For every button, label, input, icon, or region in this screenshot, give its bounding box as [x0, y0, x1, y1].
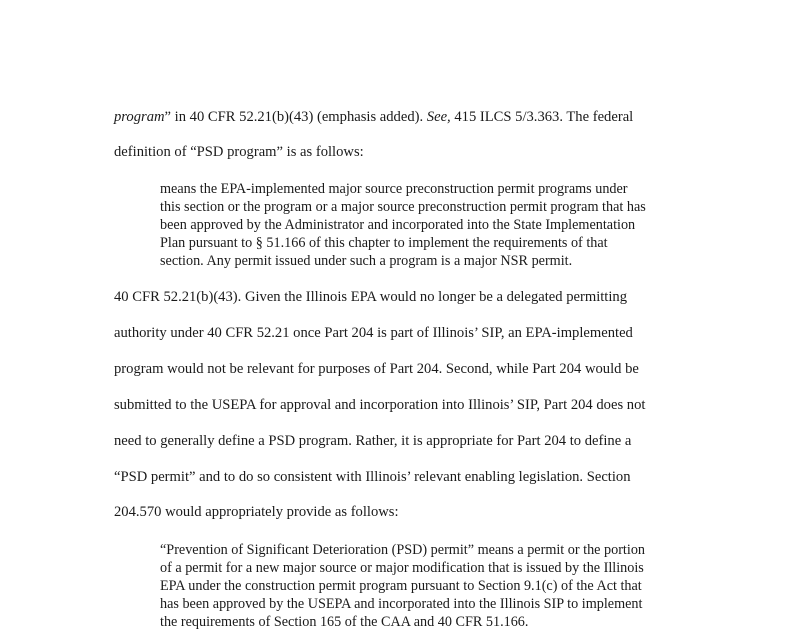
text-line: definition of “PSD program” is as follows:: [114, 144, 364, 160]
text-span-italic: program: [114, 109, 165, 125]
text-line: “PSD permit” and to do so consistent with Illinois’ relevant enabling legislation. Section: [114, 469, 631, 485]
text-line: program would not be relevant for purposes of Part 204. Second, while Part 204 would be: [114, 361, 639, 377]
quote-line: this section or the program or a major source preconstruction permit program that has: [160, 199, 646, 215]
text-span: ” in 40 CFR 52.21(b)(43) (emphasis added).: [164, 109, 427, 125]
text-line: 204.570 would appropriately provide as follows:: [114, 504, 399, 520]
block-quote: [160, 180, 720, 270]
quote-line: of a permit for a new major source or major modification that is issued by the Illinois: [160, 560, 644, 576]
quote-line: the requirements of Section 165 of the CAA and 40 CFR 51.166.: [160, 614, 529, 630]
quote-line: been approved by the Administrator and incorporated into the State Implementation: [160, 217, 636, 233]
text-span: 415 ILCS 5/3.363. The federal: [450, 109, 634, 125]
text-line: authority under 40 CFR 52.21 once Part 204 is part of Illinois’ SIP, an EPA-implemented: [114, 325, 633, 341]
text-span-italic: See,: [426, 109, 451, 125]
quote-line: has been approved by the USEPA and incorporated into the Illinois SIP to implement: [160, 596, 643, 612]
quote-line: section. Any permit issued under such a program is a major NSR permit.: [160, 253, 573, 269]
text-line: submitted to the USEPA for approval and incorporation into Illinois’ SIP, Part 204 does not: [114, 397, 646, 413]
quote-line: EPA under the construction permit program pursuant to Section 9.1(c) of the Act that: [160, 578, 642, 594]
text-line: need to generally define a PSD program. Rather, it is appropriate for Part 204 to define a: [114, 433, 632, 449]
block-quote: [160, 541, 720, 631]
quote-line: “Prevention of Significant Deterioration (PSD) permit” means a permit or the portion: [160, 542, 646, 558]
quote-line: means the EPA-implemented major source preconstruction permit programs under: [160, 181, 628, 197]
quote-line: Plan pursuant to § 51.166 of this chapter to implement the requirements of that: [160, 235, 608, 251]
text-line: [114, 108, 633, 126]
text-line: 40 CFR 52.21(b)(43). Given the Illinois EPA would no longer be a delegated permitting: [114, 289, 628, 305]
